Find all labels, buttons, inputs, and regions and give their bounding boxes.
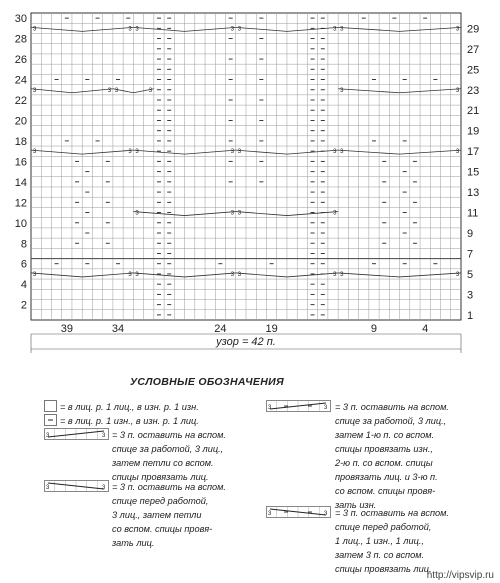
legend-title: УСЛОВНЫЕ ОБОЗНАЧЕНИЯ	[130, 376, 284, 388]
cable-count-label: 3	[230, 149, 235, 156]
legend-text: затем 1-ю п. со вспом.	[335, 430, 435, 440]
legend-text: затем петли со вспом.	[112, 458, 214, 468]
row-number-right: 17	[467, 146, 480, 159]
cable-count-label: 3	[128, 149, 132, 156]
column-number: 9	[370, 323, 378, 335]
cable-count-label: 3	[237, 210, 242, 217]
cable-count-label: 3	[33, 26, 37, 33]
legend-cable-number: 3	[324, 511, 328, 517]
legend-text: со вспом. спицы провя-	[112, 524, 213, 534]
legend-text: = 3 п. оставить на вспом.	[335, 508, 449, 518]
legend-knit-square	[44, 400, 58, 413]
row-number-left: 30	[14, 13, 27, 26]
row-number-left: 26	[14, 54, 27, 67]
legend-text: = в лиц. р. 1 изн., в изн. р. 1 лиц.	[60, 416, 199, 426]
watermark: http://vipsvip.ru	[426, 570, 494, 581]
cable-count-label: 3	[456, 26, 460, 33]
legend-item-cable-back-purl	[335, 400, 449, 512]
legend-text: 2-ю п. со вспом. спицы	[335, 458, 433, 468]
cable-count-label: 3	[230, 26, 235, 33]
cable-count-label: 3	[114, 87, 119, 94]
row-number-left: 12	[14, 197, 27, 210]
row-number-left: 10	[14, 217, 27, 230]
legend-text: зать изн.	[335, 500, 377, 510]
legend-text: = 3 п. оставить на вспом.	[112, 482, 226, 492]
legend-text: зать лиц.	[112, 538, 155, 548]
cable-count-label: 3	[230, 271, 235, 278]
legend-cable-number: 3	[46, 485, 50, 491]
cable-count-label: 3	[107, 87, 112, 94]
cable-count-label: 3	[33, 149, 37, 156]
row-number-right: 11	[467, 207, 479, 220]
legend-cable-number: 3	[102, 485, 106, 491]
cable-count-label: 3	[340, 87, 344, 94]
cable-count-label: 3	[340, 271, 344, 278]
cable-count-label: 3	[456, 149, 460, 156]
row-number-right: 3	[467, 289, 474, 302]
row-number-left: 18	[14, 135, 27, 148]
legend-text: спице за работой, 3 лиц.,	[112, 444, 224, 454]
column-number: 19	[265, 323, 278, 335]
legend-text: провязать лиц. и 3-ю п.	[335, 472, 438, 482]
legend-item-knit	[60, 400, 199, 414]
legend-text: = в лиц. р. 1 лиц., в изн. р. 1 изн.	[60, 402, 199, 412]
row-number-left: 16	[14, 156, 27, 169]
cable-count-label: 3	[333, 210, 337, 217]
legend-text: спице перед работой,	[112, 496, 209, 506]
legend-purl-square	[44, 414, 58, 427]
legend-item-cable-front-purl	[335, 506, 449, 576]
legend-cable-front-symbol	[44, 480, 110, 493]
column-number: 4	[422, 323, 429, 335]
cable-count-label: 3	[230, 210, 235, 217]
legend-text: 3 лиц., затем петли	[112, 510, 202, 520]
legend-cable-number: 3	[102, 433, 106, 439]
row-number-right: 1	[467, 309, 474, 322]
row-number-left: 28	[14, 33, 27, 46]
legend-item-cable-front	[112, 480, 226, 550]
cable-count-label: 3	[237, 271, 242, 278]
legend-text: = 3 п. оставить на вспом.	[335, 402, 449, 412]
legend-cable-number: 3	[268, 511, 272, 517]
row-number-right: 21	[467, 105, 480, 118]
row-number-left: 24	[14, 74, 27, 87]
cable-count-label: 3	[456, 271, 460, 278]
legend-text: спицы провязать лиц.	[335, 564, 432, 574]
row-number-right: 23	[467, 84, 480, 97]
cable-count-label: 3	[33, 87, 37, 94]
cable-count-label: 3	[237, 26, 242, 33]
row-number-right: 19	[467, 125, 480, 138]
cable-count-label: 3	[237, 149, 242, 156]
legend-text: 1 лиц., 1 изн., 1 лиц.,	[335, 536, 424, 546]
legend-item-cable-back	[112, 428, 226, 484]
row-number-left: 8	[20, 238, 27, 251]
row-number-right: 9	[467, 228, 474, 241]
row-number-left: 14	[14, 176, 27, 189]
cable-count-label: 3	[456, 87, 460, 94]
row-number-right: 25	[467, 64, 480, 77]
column-number: 34	[111, 323, 125, 335]
legend-text: спице перед работой,	[335, 522, 432, 532]
legend-cable-back-purl-symbol	[266, 400, 332, 413]
cable-count-label: 3	[333, 26, 337, 33]
legend-text: затем 3 п. со вспом.	[335, 550, 425, 560]
cable-count-label: 3	[135, 26, 139, 33]
row-number-right: 27	[467, 43, 480, 56]
cable-count-label: 3	[135, 210, 139, 217]
legend-text: = 3 п. оставить на вспом.	[112, 430, 226, 440]
legend-text: со вспом. спицы провя-	[335, 486, 436, 496]
cable-count-label: 3	[135, 271, 139, 278]
legend-cable-number: 3	[268, 405, 272, 411]
cable-count-label: 3	[340, 149, 344, 156]
row-number-right: 15	[467, 166, 480, 179]
row-number-right: 13	[467, 187, 480, 200]
row-number-left: 6	[20, 258, 27, 271]
row-number-left: 4	[20, 279, 27, 292]
row-number-right: 5	[467, 268, 474, 281]
row-number-left: 2	[20, 299, 27, 312]
chart-grid	[31, 13, 461, 353]
legend-item-purl	[60, 414, 199, 428]
legend-cable-front-purl-symbol	[266, 506, 332, 519]
cable-count-label: 3	[128, 26, 132, 33]
column-number: 39	[60, 323, 73, 335]
pattern-repeat-label: узор = 42 п.	[216, 336, 276, 348]
row-number-left: 22	[14, 94, 27, 107]
row-number-left: 20	[14, 115, 27, 128]
row-number-right: 7	[467, 248, 474, 261]
cable-count-label: 3	[135, 149, 139, 156]
cable-count-label: 3	[148, 87, 153, 94]
cable-count-label: 3	[333, 271, 337, 278]
legend-cable-back-symbol	[44, 428, 110, 441]
legend-cable-number: 3	[46, 433, 50, 439]
legend-text: спицы провязать лиц.	[112, 472, 209, 482]
column-number: 24	[214, 323, 227, 335]
cable-count-label: 3	[340, 26, 344, 33]
legend-cable-number: 3	[324, 405, 328, 411]
cable-count-label: 3	[33, 271, 37, 278]
cable-count-label: 3	[333, 149, 337, 156]
cable-count-label: 3	[128, 271, 132, 278]
legend-text: спице за работой, 3 лиц.,	[335, 416, 447, 426]
row-number-right: 29	[467, 23, 480, 36]
legend-text: спицы провязать изн.,	[335, 444, 433, 454]
